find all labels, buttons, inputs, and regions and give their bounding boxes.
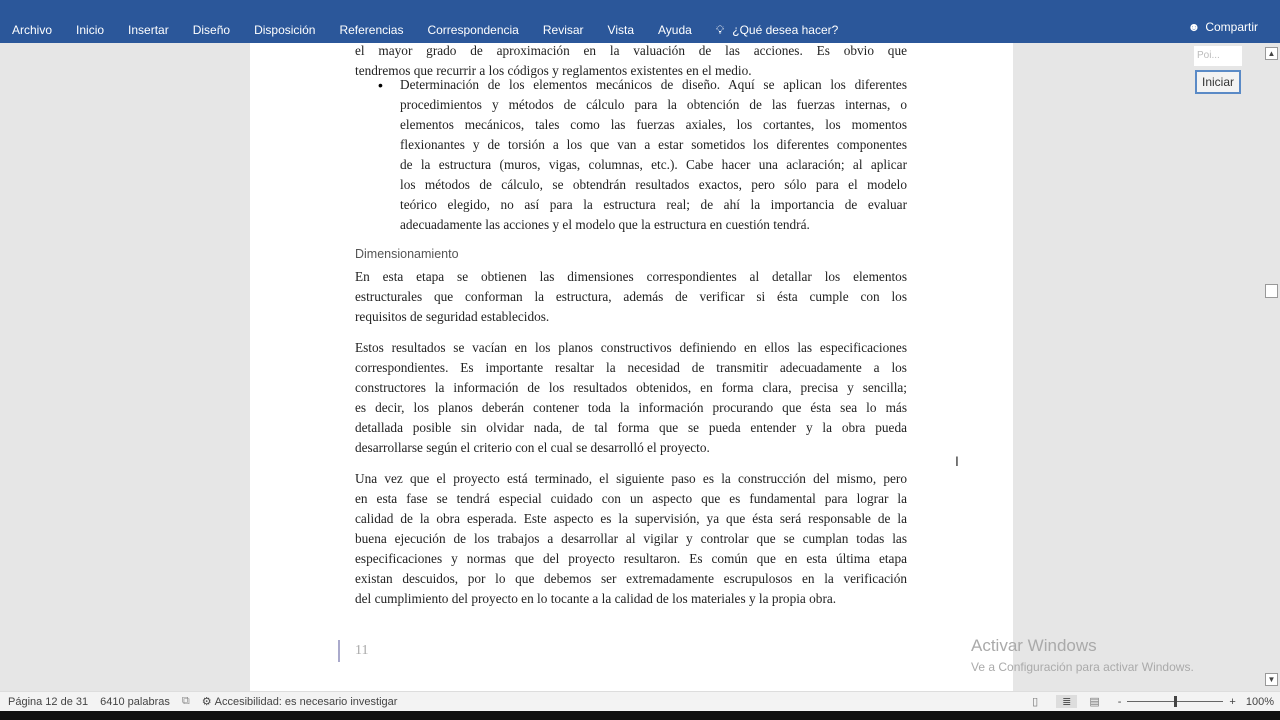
text-line: de la estructura (muros, vigas, columnas, etc.). Cabe hacer una aclaración; al aplicar <box>400 157 907 172</box>
text-line: en esta fase se tendrá especial cuidado con un aspecto que es fundamental para lograr la <box>355 491 907 506</box>
print-layout-icon[interactable]: ≣ <box>1056 695 1077 708</box>
text-line: constructores la información de los resultados obtenidos, en forma clara, precisa y sencilla; <box>355 380 907 395</box>
text-line: flexionantes y de torsión a los que van a estar sometidos los diferentes componentes <box>400 137 907 152</box>
word-count[interactable]: 6410 palabras <box>100 695 170 708</box>
ribbon-tabs <box>0 20 838 40</box>
vertical-scrollbar[interactable] <box>1263 43 1280 691</box>
tab-ayuda[interactable]: Ayuda <box>658 23 692 37</box>
text-line: procedimientos y métodos de cálculo para la obtención de las fuerzas internas, o <box>400 97 907 112</box>
zoom-level[interactable]: 100% <box>1245 695 1274 708</box>
zoom-slider[interactable] <box>1127 701 1223 702</box>
text-line: elementos mecánicos, tales como las fuerzas axiales, los cortantes, los momentos <box>400 117 907 132</box>
text-line: especificaciones y normas que del proyecto resultaron. Es común que en esta última etapa <box>355 551 907 566</box>
text-line: calidad de la obra esperada. Este aspecto es la supervisión, ya que ésta será responsable de la <box>355 511 907 526</box>
text-line: Determinación de los elementos mecánicos de diseño. Aquí se aplican los diferentes <box>400 77 907 92</box>
text-line: requisitos de seguridad establecidos. <box>355 309 550 324</box>
tab-inicio[interactable]: Inicio <box>76 23 105 37</box>
paragraph <box>355 267 907 327</box>
accessibility-icon: ⚙ <box>201 696 212 708</box>
document-page[interactable] <box>250 43 1013 691</box>
status-bar <box>0 691 1280 711</box>
text-line: existan descuidos, por lo que debemos ser extremadamente escrupulosos en la verificación <box>355 571 907 586</box>
scroll-down-button[interactable]: ▼ <box>1265 673 1278 686</box>
tab-archivo[interactable]: Archivo <box>12 23 53 37</box>
tab-vista[interactable]: Vista <box>607 23 635 37</box>
text-line: En esta etapa se obtienen las dimensiones correspondientes al detallar los elementos <box>355 269 907 284</box>
scroll-up-button[interactable]: ▲ <box>1265 47 1278 60</box>
text-cursor-icon: I <box>955 453 959 469</box>
text-line: estructurales que conforman la estructura, además de verificar si ésta cumple con los <box>355 289 907 304</box>
title-bar <box>0 0 1280 43</box>
text-line: tendremos que recurrir a los códigos y reglamentos existentes en el medio. <box>355 63 752 78</box>
tell-me-search[interactable]: 💡︎ ¿Qué desea hacer? <box>715 22 839 37</box>
person-add-icon: ☻ <box>1187 20 1201 34</box>
paragraph <box>355 469 907 609</box>
text-line: el mayor grado de aproximación en la valuación de las acciones. Es obvio que <box>355 43 907 58</box>
taskbar <box>0 711 1280 720</box>
page-number: 11 <box>338 640 368 662</box>
tab-revisar[interactable]: Revisar <box>542 23 584 37</box>
activation-watermark: Activar Windows Ve a Configuración para activar Windows. <box>971 636 1194 674</box>
text-line: los métodos de cálculo, se obtendrán resultados exactos, pero sólo para el modelo <box>400 177 907 192</box>
text-line: Estos resultados se vacían en los planos constructivos definiendo en ellos las especificaciones <box>355 340 907 355</box>
zoom-out-button[interactable]: - <box>1117 695 1122 708</box>
tab-correspondencia[interactable]: Correspondencia <box>427 23 519 37</box>
tab-diseño[interactable]: Diseño <box>192 23 231 37</box>
scroll-thumb[interactable] <box>1265 284 1278 298</box>
text-line: del cumplimiento del proyecto en lo tocante a la calidad de los materiales y la propia obra. <box>355 591 837 606</box>
text-line: detallada posible sin olvidar nada, de tal forma que se pueda entender y la obra pueda <box>355 420 907 435</box>
text-line: teórico elegido, no así para la estructura real; de ahí la importancia de evaluar <box>400 197 907 212</box>
paragraph <box>355 338 907 458</box>
page-count[interactable]: Página 12 de 31 <box>8 695 89 708</box>
section-heading: Dimensionamiento <box>355 247 459 261</box>
tab-insertar[interactable]: Insertar <box>128 23 169 37</box>
text-line: es decir, los planos deberán contener toda la información procurando que ésta sea lo más <box>355 400 907 415</box>
tab-disposición[interactable]: Disposición <box>254 23 316 37</box>
iniciar-button[interactable]: Iniciar <box>1195 70 1241 94</box>
text-line: correspondientes. Es importante resaltar la necesidad de transmitir adecuadamente a los <box>355 360 907 375</box>
bullet-paragraph <box>400 75 907 235</box>
text-line: desarrollarse según el criterio con el cual se desarrolló el proyecto. <box>355 440 710 455</box>
read-mode-icon[interactable]: ▯ <box>1032 696 1039 708</box>
tab-referencias[interactable]: Referencias <box>339 23 404 37</box>
text-line: buena ejecución de los trabajos a desarrollar al vigilar y controlar que se cumplan todas las <box>355 531 907 546</box>
bullet: • <box>378 77 383 93</box>
side-field[interactable]: Poi... <box>1194 46 1242 66</box>
accessibility-status[interactable]: Accesibilidad: es necesario investigar <box>214 695 398 708</box>
share-button[interactable]: ☻ Compartir <box>1187 20 1258 34</box>
web-layout-icon[interactable]: ▤ <box>1089 696 1100 708</box>
proofing-icon[interactable]: ⧉ <box>181 695 190 707</box>
text-line: adecuadamente las acciones y el modelo que la estructura en cuestión tendrá. <box>400 217 810 232</box>
zoom-in-button[interactable]: + <box>1229 695 1236 708</box>
text-line: Una vez que el proyecto está terminado, el siguiente paso es la construcción del mismo, pero <box>355 471 907 486</box>
lightbulb-icon: 💡︎ <box>715 22 725 37</box>
